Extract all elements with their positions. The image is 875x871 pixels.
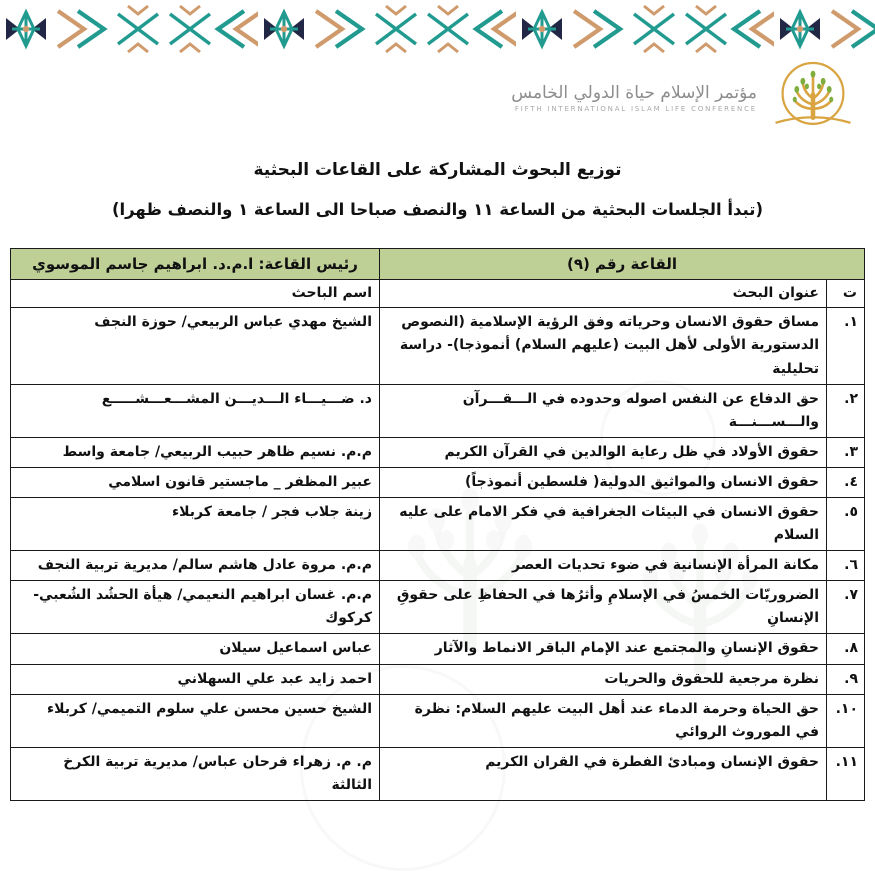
row-number: ٨. <box>827 634 865 664</box>
research-title: حقوق الإنسانِ والمجتمع عند الإمام الباقر الانماط والآثار <box>380 634 827 664</box>
table-row <box>11 308 865 384</box>
row-number: ١٠. <box>827 694 865 747</box>
logo-text <box>511 83 757 113</box>
column-header-no: ت <box>827 280 865 308</box>
row-number: ٣. <box>827 437 865 467</box>
page-subtitle: (تبدأ الجلسات البحثية من الساعة ١١ والنصف صباحا الى الساعة ١ والنصف ظهرا) <box>111 200 764 219</box>
row-number: ٩. <box>827 664 865 694</box>
research-title: مكانة المرأة الإنسانية في ضوء تحديات العصر <box>380 551 827 581</box>
research-distribution-table <box>10 248 865 801</box>
researcher-name: م.م. مروة عادل هاشم سالم/ مديرية تربية النجف <box>11 551 380 581</box>
research-title: حقوق الانسان والمواثيق الدولية( فلسطين أنموذجاً) <box>380 467 827 497</box>
table-row <box>11 467 865 497</box>
researcher-name: الشيخ مهدي عباس الربيعي/ حوزة النجف <box>11 308 380 384</box>
hall-header-row <box>11 249 865 280</box>
decorative-border-pattern <box>0 4 875 54</box>
table-body <box>11 280 865 801</box>
researcher-name: عبير المظفر _ ماجستير قانون اسلامي <box>11 467 380 497</box>
researcher-name: د. ضـــيـــاء الـــديـــن المشـــعـــشـــــع <box>11 384 380 437</box>
table-row <box>11 694 865 747</box>
table-row <box>11 551 865 581</box>
research-title: حق الدفاع عن النفس اصوله وحدوده في الـــقـــرآن والـــســـنـــة <box>380 384 827 437</box>
research-title: نظرة مرجعية للحقوق والحريات <box>380 664 827 694</box>
research-title: الضروريّات الخمسُ في الإسلامِ وأثرُها في الحفاظِ على حقوقِ الإنسانِ <box>380 581 827 634</box>
column-header-title: عنوان البحث <box>380 280 827 308</box>
page-title: توزيع البحوث المشاركة على القاعات البحثية <box>253 160 622 180</box>
researcher-name: الشيخ حسين محسن علي سلوم التميمي/ كربلاء <box>11 694 380 747</box>
research-title: حقوق الأولاد في ظل رعاية الوالدين في القرآن الكريم <box>380 437 827 467</box>
row-number: ٢. <box>827 384 865 437</box>
row-number: ٤. <box>827 467 865 497</box>
tree-logo-icon <box>767 60 859 136</box>
row-number: ١. <box>827 308 865 384</box>
row-number: ٥. <box>827 498 865 551</box>
row-number: ١١. <box>827 747 865 800</box>
researcher-name: م. م. زهراء فرحان عباس/ مديرية تربية الكرخ الثالثة <box>11 747 380 800</box>
researcher-name: عباس اسماعيل سيلان <box>11 634 380 664</box>
research-title: حق الحياة وحرمة الدماء عند أهل البيت عليهم السلام: نظرة في الموروث الروائي <box>380 694 827 747</box>
table-row <box>11 498 865 551</box>
row-number: ٧. <box>827 581 865 634</box>
hall-chair-header: رئيس القاعة: ا.م.د. ابراهيم جاسم الموسوي <box>11 249 380 280</box>
row-number: ٦. <box>827 551 865 581</box>
logo-arabic-name: مؤتمر الإسلام حياة الدولي الخامس <box>511 82 757 103</box>
table-row <box>11 664 865 694</box>
research-title: مساق حقوق الانسان وحرياته وفق الرؤية الإسلامية (النصوص الدستورية الأولى لأهل البيت (عليهم السلام) أنموذجا)- دراسة تحليلية <box>380 308 827 384</box>
researcher-name: زينة جلاب فجر / جامعة كربلاء <box>11 498 380 551</box>
table-row <box>11 384 865 437</box>
research-title: حقوق الانسان في البيئات الجغرافية في فكر الامام على عليه السلام <box>380 498 827 551</box>
table-row <box>11 747 865 800</box>
hall-number-header: القاعة رقم (٩) <box>380 249 865 280</box>
table-row <box>11 437 865 467</box>
logo-english-name: FIFTH INTERNATIONAL ISLAM LIFE CONFERENCE <box>514 105 757 114</box>
conference-logo <box>511 60 859 136</box>
researcher-name: م.م. غسان ابراهيم النعيمي/ هيأة الحشُد الشُعبي- كركوك <box>11 581 380 634</box>
column-header-researcher: اسم الباحث <box>11 280 380 308</box>
researcher-name: احمد زايد عبد علي السهلاني <box>11 664 380 694</box>
table-row <box>11 634 865 664</box>
researcher-name: م.م. نسيم ظاهر حبيب الربيعي/ جامعة واسط <box>11 437 380 467</box>
research-title: حقوق الإنسان ومبادئ الفطرة في القران الكريم <box>380 747 827 800</box>
column-header-row <box>11 280 865 308</box>
table-row <box>11 581 865 634</box>
